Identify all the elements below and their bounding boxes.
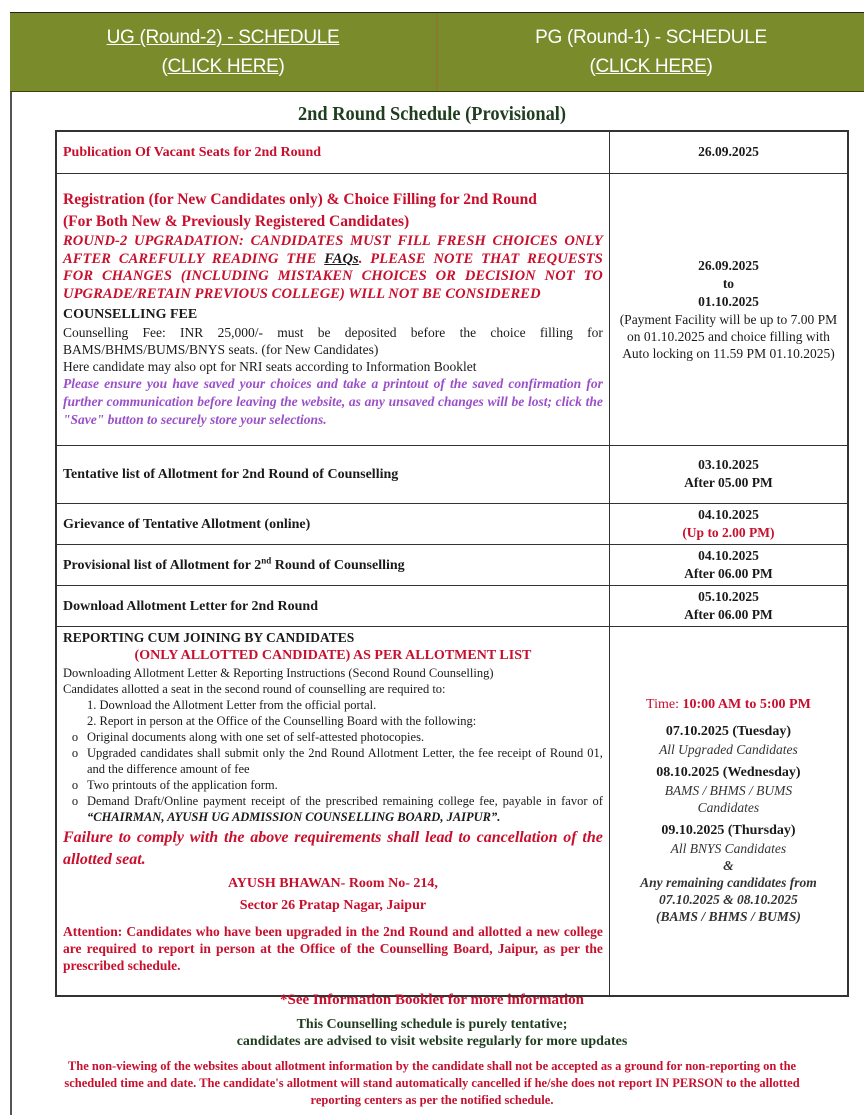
required-documents-list xyxy=(63,729,603,825)
list-item-text: Original documents along with one set of self-attested photocopies. xyxy=(87,729,425,744)
payment-note: (Payment Facility will be up to 7.00 PM on 01.10.2025 and choice filling with Auto locking on 11.59 PM 01.10.2025) xyxy=(619,311,838,361)
reporting-time xyxy=(614,697,843,713)
table-row-publication xyxy=(56,131,848,173)
event-date: 04.10.2025 xyxy=(698,506,759,522)
bullet-circle-icon: o xyxy=(71,793,79,808)
non-viewing-disclaimer: The non-viewing of the websites about allotment information by the candidate shall not be accepted as a ground for non-reporting on the scheduled time and date. The candidate's allotment will stand automatically cancelled if he/she does not report IN PERSON to the allotted reporting centers as per the notified schedule. xyxy=(64,1059,800,1107)
event-date: 05.10.2025 xyxy=(698,588,759,604)
event-date: 03.10.2025 xyxy=(698,457,759,472)
table-row-grievance xyxy=(56,503,848,544)
registration-title: Registration (for New Candidates only) & Choice Filling for 2nd Round xyxy=(63,191,537,208)
ug-click-here xyxy=(161,52,284,81)
date-from: 26.09.2025 xyxy=(698,257,759,273)
remaining-courses: (BAMS / BHMS / BUMS) xyxy=(656,908,801,924)
tentative-line2: candidates are advised to visit website regularly for more updates xyxy=(236,1034,628,1049)
failure-warning: Failure to comply with the above requirements shall lead to cancellation of the allotted seat. xyxy=(63,828,603,868)
event-label: Download Allotment Letter for 2nd Round xyxy=(63,598,319,614)
schedule-tabs-bar xyxy=(10,12,864,92)
pg-schedule-label: PG (Round-1) - SCHEDULE xyxy=(535,27,767,48)
date-cell xyxy=(609,626,848,996)
counselling-fee-text: Counselling Fee: INR 25,000/- must be deposited before the choice filling for BAMS/BHMS/BUMS/BNYS seats. (for New Candidates) xyxy=(63,325,603,357)
event-label xyxy=(63,555,405,573)
event-cell xyxy=(56,131,609,173)
nri-seats-text: Here candidate may also opt for NRI seats according to Information Booklet xyxy=(63,359,477,374)
bullet-circle-icon: o xyxy=(71,745,79,760)
event-date: 04.10.2025 xyxy=(698,547,759,563)
save-choices-note: Please ensure you have saved your choices and take a printout of the saved confirmation for further communication before leaving the website, as any unsaved changes will be lost; click the "Save" button to securely store your selections. xyxy=(63,376,603,427)
counselling-fee-heading: COUNSELLING FEE xyxy=(63,307,198,322)
event-time: After 05.00 PM xyxy=(684,475,773,490)
list-item-text: Upgraded candidates shall submit only the 2nd Round Allotment Letter, the fee receipt of Round 01, and the difference amount of fee xyxy=(87,745,603,776)
ampersand: & xyxy=(723,857,734,873)
table-row-tentative xyxy=(56,445,848,503)
schedule-table xyxy=(55,130,849,997)
day-date: 09.10.2025 (Thursday) xyxy=(661,822,796,838)
remaining-candidates: Any remaining candidates from xyxy=(640,874,817,890)
table-row-registration xyxy=(56,173,848,445)
attention-notice: Attention: Candidates who have been upgraded in the 2nd Round and allotted a new college are required to report in person at the Office of the Counselling Board, Jaipur, as per the prescribed schedule. xyxy=(63,923,603,973)
registration-subtitle: (For Both New & Previously Registered Candidates) xyxy=(63,213,410,230)
date-cell xyxy=(609,503,848,544)
close-paren: ) xyxy=(706,56,713,77)
event-label-text: Provisional list of Allotment for 2 xyxy=(63,557,262,573)
list-item xyxy=(63,729,603,745)
notice-text: . PLEASE NOTE THAT REQUESTS FOR CHANGES (INCLUDING MISTAKEN CHOICES OR DECISION NOT TO UPGRADE/RETAIN PREVIOUS COLLEGE) WILL NOT BE CONSIDERED xyxy=(63,250,603,302)
payment-text: Demand Draft/Online payment receipt of the prescribed remaining college fee, payable in favor of xyxy=(87,793,603,808)
ordinal-suffix: nd xyxy=(261,555,272,566)
table-row-provisional xyxy=(56,544,848,585)
event-time: After 06.00 PM xyxy=(684,565,773,581)
date-cell xyxy=(609,131,848,173)
date-cell xyxy=(609,173,848,445)
event-label: Publication Of Vacant Seats for 2nd Round xyxy=(63,145,322,161)
reporting-subheading: (ONLY ALLOTTED CANDIDATE) AS PER ALLOTMENT LIST xyxy=(134,647,532,663)
date-cell xyxy=(609,585,848,626)
list-item-text: Two printouts of the application form. xyxy=(87,777,278,792)
ug-schedule-label: UG (Round-2) - SCHEDULE xyxy=(106,27,340,48)
table-row-download xyxy=(56,585,848,626)
event-cell xyxy=(56,585,609,626)
day-description: All BNYS Candidates xyxy=(670,840,787,856)
pg-click-here xyxy=(589,52,712,81)
day-description: BAMS / BHMS / BUMS Candidates xyxy=(664,782,793,815)
event-cell xyxy=(56,445,609,503)
payee-name: “CHAIRMAN, AYUSH UG ADMISSION COUNSELLING BOARD, JAIPUR”. xyxy=(87,809,501,824)
event-time: (Up to 2.00 PM) xyxy=(682,524,775,540)
event-cell xyxy=(56,544,609,585)
info-booklet-note: *See Information Booklet for more information xyxy=(280,992,584,1008)
address-line1: AYUSH BHAWAN- Room No- 214, xyxy=(227,875,438,891)
day-description: All Upgraded Candidates xyxy=(659,741,798,757)
step-item: 1. Download the Allotment Letter from the official portal. xyxy=(87,697,377,712)
pg-click-here-link[interactable]: CLICK HERE xyxy=(595,56,707,77)
event-label-text: Round of Counselling xyxy=(271,557,405,573)
list-item xyxy=(63,745,603,777)
open-paren: ( xyxy=(589,56,596,77)
date-to: 01.10.2025 xyxy=(698,293,759,309)
event-label: Grievance of Tentative Allotment (online) xyxy=(63,516,311,532)
bullet-circle-icon: o xyxy=(71,729,79,744)
ug-click-here-link[interactable]: CLICK HERE xyxy=(167,56,279,77)
day-date: 08.10.2025 (Wednesday) xyxy=(656,764,801,780)
close-paren: ) xyxy=(278,56,285,77)
day-date: 07.10.2025 (Tuesday) xyxy=(665,723,791,739)
address-line2: Sector 26 Pratap Nagar, Jaipur xyxy=(239,897,427,913)
remaining-dates: 07.10.2025 & 08.10.2025 xyxy=(659,891,798,907)
event-time: After 06.00 PM xyxy=(684,606,773,622)
time-label: Time: xyxy=(646,696,683,712)
event-date: 26.09.2025 xyxy=(698,144,759,160)
time-value: 10:00 AM to 5:00 PM xyxy=(682,696,811,712)
ug-round2-schedule-link[interactable] xyxy=(10,13,436,91)
upgradation-notice xyxy=(63,233,603,303)
date-cell xyxy=(609,445,848,503)
event-cell xyxy=(56,503,609,544)
faqs-link[interactable]: FAQs xyxy=(324,250,359,267)
tentative-line1: This Counselling schedule is purely tentative; xyxy=(296,1017,568,1032)
event-label: Tentative list of Allotment for 2nd Round of Counselling xyxy=(63,467,399,482)
list-item xyxy=(63,777,603,793)
pg-round1-schedule-link[interactable] xyxy=(436,13,864,91)
tentative-note xyxy=(0,1016,864,1050)
list-item xyxy=(63,793,603,825)
notice-text: ROUND-2 UPGRADATION: CANDIDATES MUST FILL FRESH CHOICES ONLY AFTER CAREFULLY READING THE xyxy=(63,233,603,267)
list-item-text xyxy=(87,793,603,825)
reporting-intro: Downloading Allotment Letter & Reporting Instructions (Second Round Counselling) xyxy=(63,665,494,680)
reporting-steps xyxy=(63,697,603,729)
bullet-circle-icon: o xyxy=(71,777,79,792)
event-cell xyxy=(56,173,609,445)
step-item: 2. Report in person at the Office of the Counselling Board with the following: xyxy=(87,713,477,728)
schedule-title: 2nd Round Schedule (Provisional) xyxy=(297,103,567,125)
top-strip xyxy=(10,0,864,12)
open-paren: ( xyxy=(161,56,168,77)
reporting-intro: Candidates allotted a seat in the second round of counselling are required to: xyxy=(63,681,446,696)
reporting-heading: REPORTING CUM JOINING BY CANDIDATES xyxy=(63,629,355,645)
event-cell xyxy=(56,626,609,996)
table-row-reporting xyxy=(56,626,848,996)
date-to-word: to xyxy=(722,275,735,291)
date-cell xyxy=(609,544,848,585)
